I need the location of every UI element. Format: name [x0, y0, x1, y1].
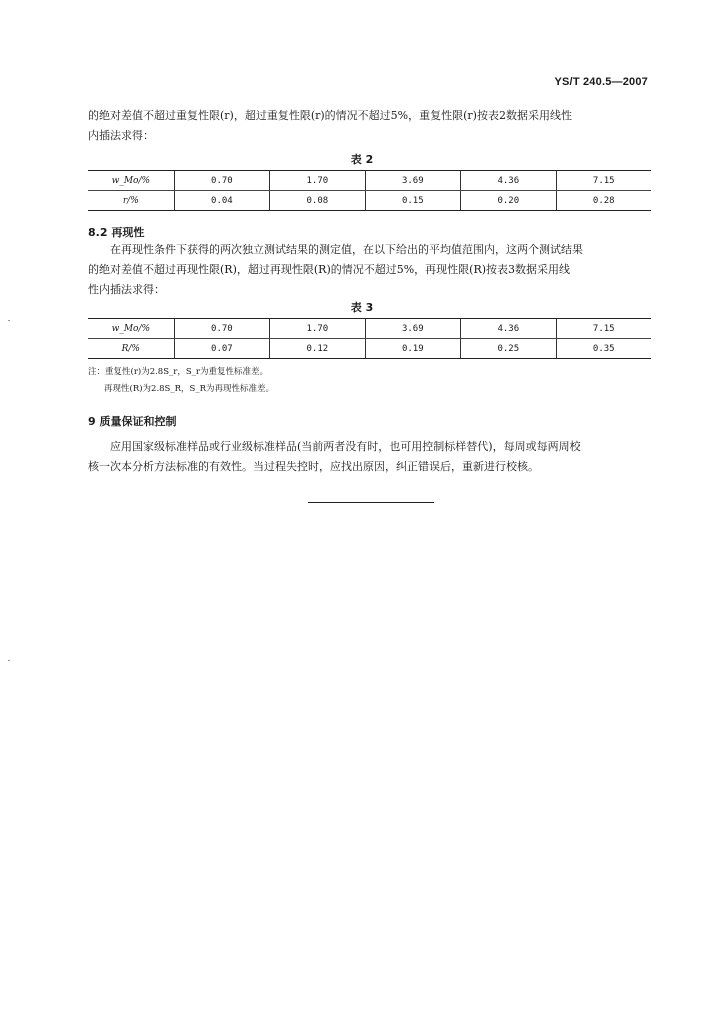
table-cell: 7.15	[556, 171, 651, 191]
table-3-caption: 表 3	[350, 301, 374, 314]
section-8-2-line-3: 性内插法求得：	[88, 283, 165, 296]
table-cell: 4.36	[461, 319, 556, 339]
standard-code: YS/T 240.5—2007	[554, 76, 648, 88]
table-cell: 1.70	[270, 319, 365, 339]
table-cell: 7.15	[556, 319, 651, 339]
table-row	[88, 319, 651, 339]
section-8-2-line-2: 的绝对差值不超过再现性限(R)，超过再现性限(R)的情况不超过5%，再现性限(R)按表3数据采用线	[88, 263, 571, 276]
table-cell: 0.07	[174, 339, 269, 359]
intro-line-2: 内插法求得：	[88, 129, 154, 142]
section-8-2-line-1: 在再现性条件下获得的两次独立测试结果的测定值，在以下给出的平均值范围内，这两个测试结果	[110, 243, 583, 256]
table-2-header-r: r/%	[88, 191, 174, 211]
table-2-caption: 表 2	[350, 153, 374, 166]
table-row	[88, 191, 651, 211]
intro-paragraph	[88, 106, 650, 146]
section-9-line-1: 应用国家级标准样品或行业级标准样品(当前两者没有时，也可用控制标样替代)，每周或每两周校	[110, 440, 581, 453]
end-rule	[308, 502, 434, 503]
table-3-header-r: R/%	[88, 339, 174, 359]
section-9-heading: 9 质量保证和控制	[88, 415, 177, 428]
table-cell: 4.36	[461, 171, 556, 191]
margin-tick	[8, 320, 10, 321]
table-cell: 0.20	[461, 191, 556, 211]
intro-line-1: 的绝对差值不超过重复性限(r)，超过重复性限(r)的情况不超过5%，重复性限(r)按表2数据采用线性	[88, 109, 572, 122]
table-cell: 0.70	[174, 171, 269, 191]
section-9-line-2: 核一次本分析方法标准的有效性。当过程失控时，应找出原因，纠正错误后，重新进行校核。	[88, 460, 539, 473]
table-cell: 0.04	[174, 191, 269, 211]
table-cell: 0.08	[270, 191, 365, 211]
table-cell: 0.12	[270, 339, 365, 359]
table-cell: 1.70	[270, 171, 365, 191]
table-2-header-w: w_Mo/%	[88, 171, 174, 191]
note-line-2: 再现性(R)为2.8S_R，S_R为再现性标准差。	[104, 384, 274, 394]
section-9-paragraph	[88, 437, 650, 477]
table-3	[88, 318, 651, 359]
table-cell: 0.70	[174, 319, 269, 339]
table-3-header-w: w_Mo/%	[88, 319, 174, 339]
note-line-1: 注：重复性(r)为2.8S_r，S_r为重复性标准差。	[88, 367, 268, 377]
margin-tick	[8, 660, 10, 661]
table-row	[88, 171, 651, 191]
table-cell: 0.25	[461, 339, 556, 359]
table-cell: 0.19	[365, 339, 460, 359]
table-cell: 0.15	[365, 191, 460, 211]
table-cell: 0.35	[556, 339, 651, 359]
table-cell: 3.69	[365, 171, 460, 191]
table-2	[88, 170, 651, 211]
table-row	[88, 339, 651, 359]
table-cell: 0.28	[556, 191, 651, 211]
table-cell: 3.69	[365, 319, 460, 339]
section-8-2-heading: 8.2 再现性	[88, 226, 145, 239]
section-8-2-paragraph	[88, 240, 650, 300]
